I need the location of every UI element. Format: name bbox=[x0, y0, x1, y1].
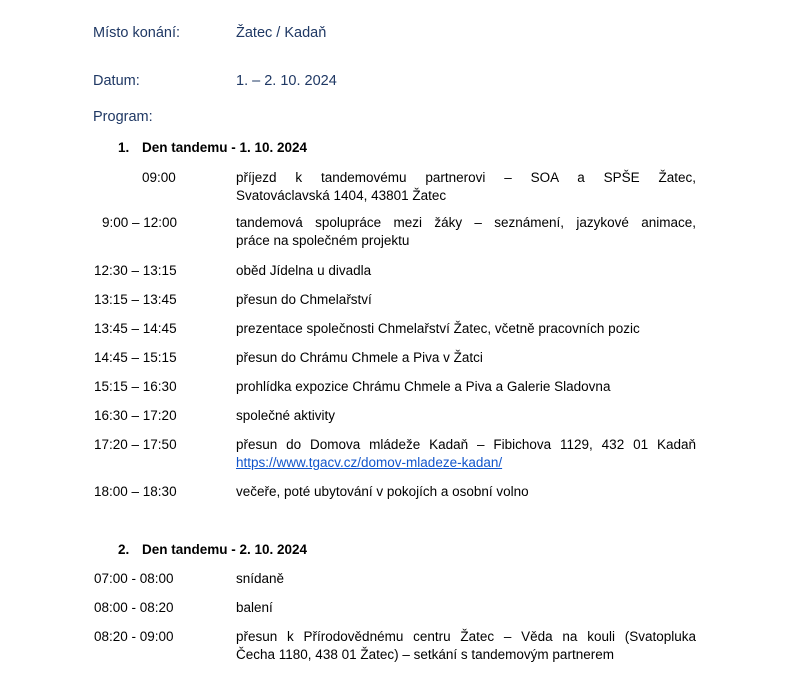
day1-row-time: 14:45 – 15:15 bbox=[94, 350, 177, 365]
day2-row-time: 08:20 - 09:00 bbox=[94, 629, 174, 644]
date-label: Datum: bbox=[93, 73, 140, 89]
day1-title: Den tandemu - 1. 10. 2024 bbox=[142, 140, 308, 155]
day2-row-desc bbox=[236, 628, 696, 664]
venue-value: Žatec / Kadaň bbox=[236, 25, 327, 41]
desc-line: Čecha 1180, 438 01 Žatec) – setkání s tandemovým partnerem bbox=[236, 647, 614, 662]
day1-row-desc bbox=[236, 436, 696, 472]
day1-row-desc bbox=[236, 169, 696, 205]
day1-row-time: 13:15 – 13:45 bbox=[94, 292, 177, 307]
day1-row-time: 17:20 – 17:50 bbox=[94, 437, 177, 452]
domov-mladeze-link[interactable]: https://www.tgacv.cz/domov-mladeze-kadan/ bbox=[236, 455, 503, 470]
venue-label: Místo konání: bbox=[93, 25, 181, 41]
day1-row-time: 13:45 – 14:45 bbox=[94, 321, 177, 336]
day1-number: 1. bbox=[118, 140, 130, 155]
day1-row-time: 16:30 – 17:20 bbox=[94, 408, 177, 423]
day1-row-time: 15:15 – 16:30 bbox=[94, 379, 177, 394]
day2-row-desc: snídaně bbox=[236, 571, 285, 586]
desc-line: přesun k Přírodovědnému centru Žatec – Věda na kouli (Svatopluka bbox=[236, 629, 696, 644]
day2-row-time: 08:00 - 08:20 bbox=[94, 600, 174, 615]
desc-line: práce na společném projektu bbox=[236, 233, 410, 248]
day1-row-time: 12:30 – 13:15 bbox=[94, 263, 177, 278]
desc-line: Svatováclavská 1404, 43801 Žatec bbox=[236, 188, 447, 203]
day1-row-time: 09:00 bbox=[142, 170, 176, 185]
date-value: 1. – 2. 10. 2024 bbox=[236, 73, 337, 89]
day1-row-desc: večeře, poté ubytování v pokojích a osobní volno bbox=[236, 484, 529, 499]
day1-row-time: 9:00 – 12:00 bbox=[102, 215, 178, 230]
day1-row-desc: přesun do Chmelařství bbox=[236, 292, 372, 307]
day1-row-desc: přesun do Chrámu Chmele a Piva v Žatci bbox=[236, 350, 483, 365]
day2-title: Den tandemu - 2. 10. 2024 bbox=[142, 542, 308, 557]
day1-row-desc: oběd Jídelna u divadla bbox=[236, 263, 372, 278]
day1-row-desc: prezentace společnosti Chmelařství Žatec, včetně pracovních pozic bbox=[236, 321, 640, 336]
day1-row-time: 18:00 – 18:30 bbox=[94, 484, 177, 499]
day1-heading bbox=[118, 140, 307, 155]
program-label: Program: bbox=[93, 109, 153, 125]
desc-line: tandemová spolupráce mezi žáky – seznámení, jazykové animace, bbox=[236, 215, 696, 230]
day2-row-desc: balení bbox=[236, 600, 273, 615]
day2-heading bbox=[118, 542, 307, 557]
day1-row-desc bbox=[236, 214, 696, 250]
day2-row-time: 07:00 - 08:00 bbox=[94, 571, 174, 586]
day1-row-desc: prohlídka expozice Chrámu Chmele a Piva a Galerie Sladovna bbox=[236, 379, 611, 394]
day1-row-desc: společné aktivity bbox=[236, 408, 336, 423]
desc-line: přesun do Domova mládeže Kadaň – Fibichova 1129, 432 01 Kadaň bbox=[236, 437, 696, 452]
day2-number: 2. bbox=[118, 542, 130, 557]
desc-line: příjezd k tandemovému partnerovi – SOA a SPŠE Žatec, bbox=[236, 170, 696, 185]
